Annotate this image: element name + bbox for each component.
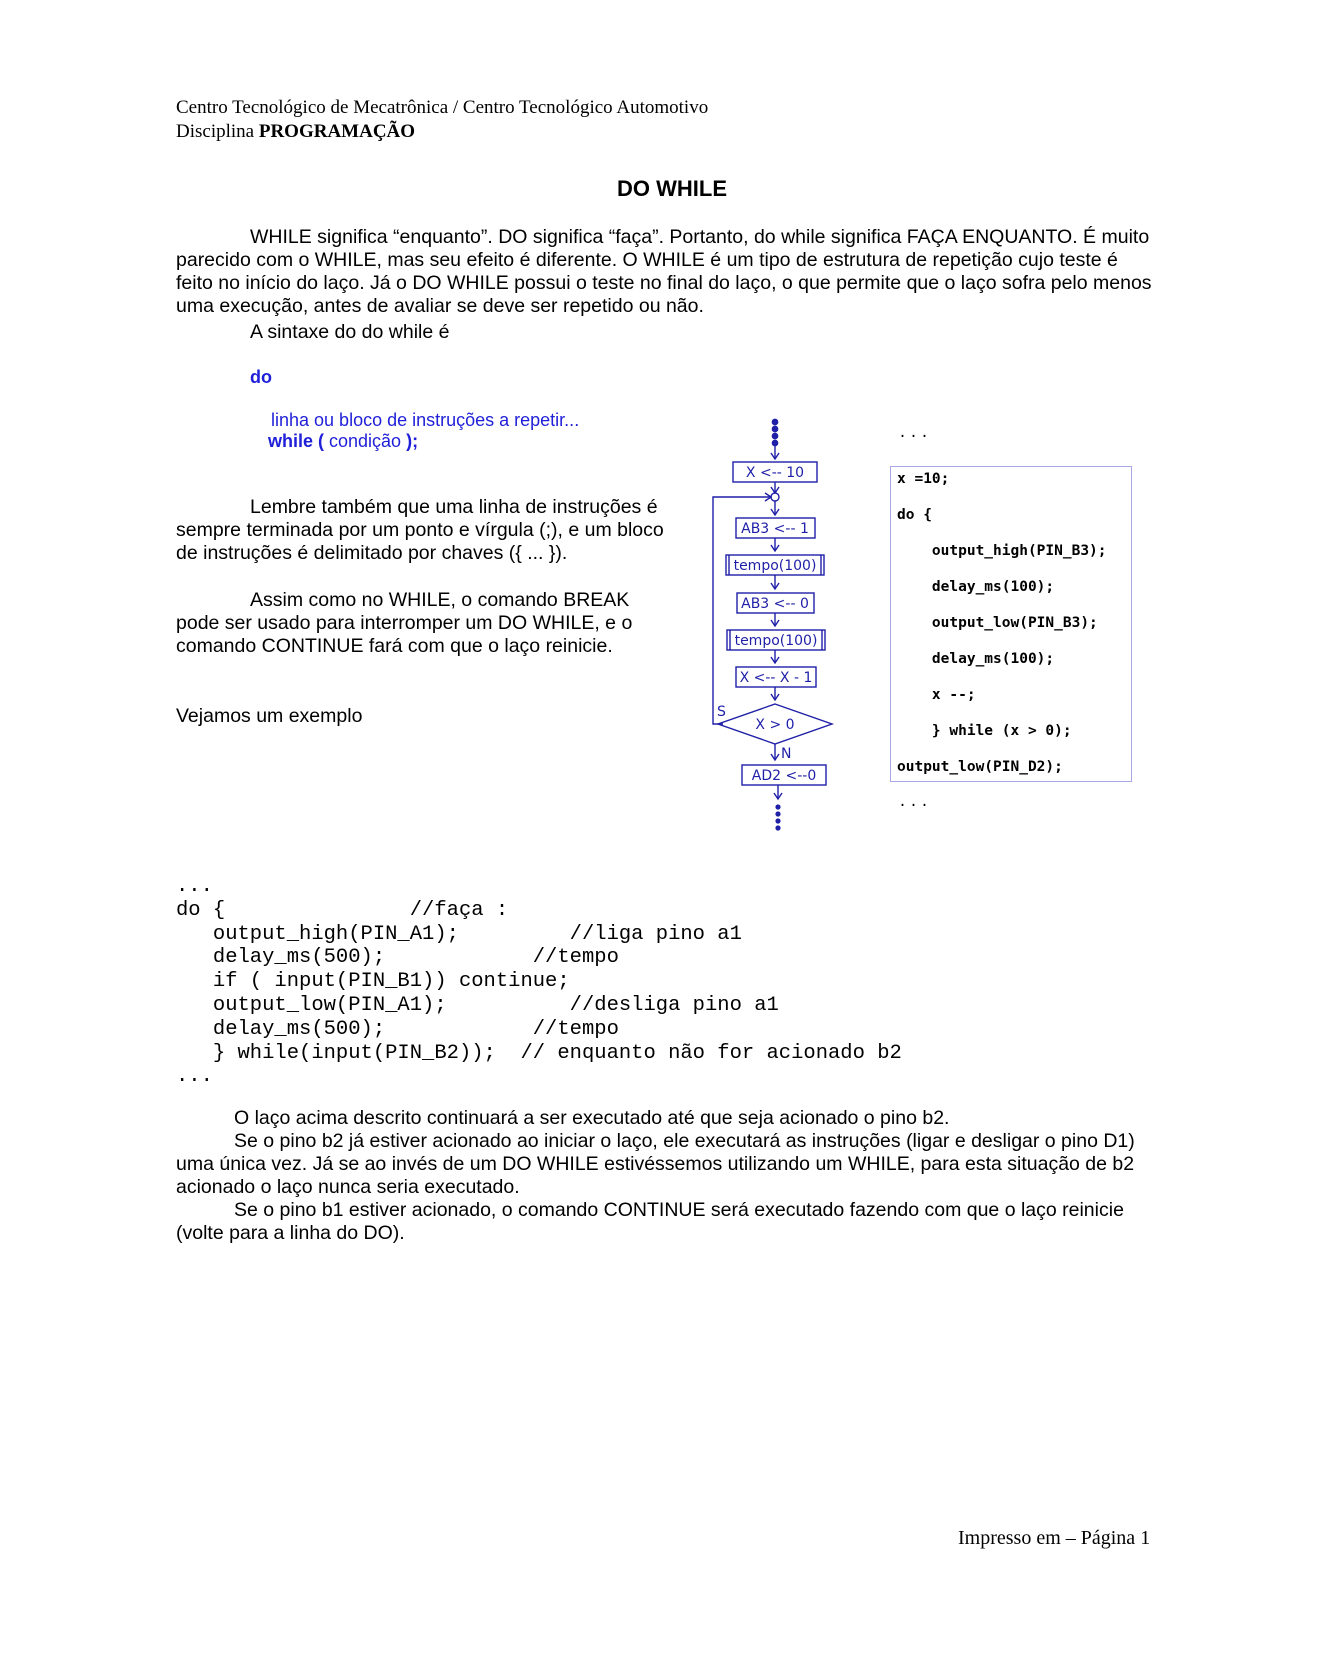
- flow-label-ab3-low: AB3 <-- 0: [741, 596, 809, 612]
- flow-label-tempo2: tempo(100): [734, 633, 818, 649]
- remember-paragraph: [176, 496, 676, 565]
- side-code-dots-top: ...: [898, 425, 932, 442]
- closing-p2: Se o pino b2 já estiver acionado ao iniciar o laço, ele executará as instruções (ligar e desligar o pino D1) uma única vez. Já se ao invés de um DO WHILE estivéssemos utilizando um WHILE, para esta situação de b2 acionado o laço nunca seria executado.: [176, 1130, 1135, 1198]
- side-code-line: delay_ms(100);: [897, 651, 1055, 667]
- header-discipline-name: PROGRAMAÇÃO: [258, 121, 416, 142]
- header-institution: Centro Tecnológico de Mecatrônica / Centro Tecnológico Automotivo: [176, 97, 709, 118]
- syntax-intro: A sintaxe do do while é: [250, 321, 450, 343]
- flow-label-tempo1: tempo(100): [733, 558, 817, 574]
- flowchart: [717, 418, 850, 848]
- flow-label-no: N: [781, 746, 792, 762]
- side-code-box: [890, 466, 1132, 782]
- side-code-line: x =10;: [897, 471, 950, 487]
- side-code-line: } while (x > 0);: [897, 723, 1072, 739]
- remember-text: Lembre também que uma linha de instruções é sempre terminada por um ponto e vírgula (;), e um bloco de instruções é delimitado por chaves ({ ... }).: [176, 496, 664, 564]
- syntax-condition: condição: [324, 431, 407, 451]
- syntax-while-line: [268, 431, 418, 452]
- side-code-line: delay_ms(100);: [897, 579, 1055, 595]
- flow-label-yes: S: [717, 704, 726, 720]
- syntax-while-keyword: while (: [268, 431, 325, 451]
- break-continue-paragraph: [176, 589, 676, 658]
- intro-text: WHILE significa “enquanto”. DO significa “faça”. Portanto, do while significa FAÇA ENQUANTO. É muito parecido com o WHILE, mas seu efeito é diferente. O WHILE é um tipo de estrutura de repetição cujo teste é feito no início do laço. Já o DO WHILE possui o teste no final do laço, o que permite que o laço sofra pelo menos uma execução, antes de avaliar se deve ser repetido ou não.: [176, 226, 1152, 317]
- intro-paragraph: [176, 226, 1156, 318]
- header-discipline: [176, 120, 708, 144]
- syntax-do-keyword: do: [250, 367, 272, 387]
- side-code-line: x --;: [897, 687, 976, 703]
- flow-label-ab3-high: AB3 <-- 1: [741, 521, 809, 537]
- flow-label-ad2: AD2 <--0: [751, 768, 817, 784]
- page-footer: Impresso em – Página 1: [958, 1527, 1151, 1549]
- side-code-dots-bottom: ...: [898, 794, 932, 811]
- syntax-close: );: [406, 431, 419, 451]
- header-discipline-prefix: Disciplina: [176, 121, 259, 142]
- flow-label-x-decrement: X <-- X - 1: [739, 670, 813, 686]
- side-code-line: output_high(PIN_B3);: [897, 543, 1107, 559]
- flowchart-top-dots: [772, 419, 777, 445]
- break-continue-text: Assim como no WHILE, o comando BREAK pode ser usado para interromper um DO WHILE, e o comando CONTINUE fará com que o laço reinicie.: [176, 589, 633, 657]
- example-intro: Vejamos um exemplo: [176, 705, 363, 727]
- side-code-line: do {: [897, 507, 932, 523]
- page-header: [176, 96, 708, 144]
- closing-p3: Se o pino b1 estiver acionado, o comando CONTINUE será executado fazendo com que o laço reinicie (volte para a linha do DO).: [176, 1199, 1124, 1244]
- flowchart-bottom-dots: [775, 804, 780, 830]
- side-code-line: output_low(PIN_B3);: [897, 615, 1098, 631]
- side-code-line: output_low(PIN_D2);: [897, 759, 1063, 775]
- closing-paragraphs: [176, 1107, 1166, 1245]
- flow-label-decision: X > 0: [755, 717, 795, 733]
- flow-label-x-init: X <-- 10: [745, 465, 805, 481]
- code-example: ... do { //faça : output_high(PIN_A1); //liga pino a1 delay_ms(500); //tempo if ( input(PIN_B1)) continue; output_low(PIN_A1); //desliga pino a1 delay_ms(500); //tempo } while(input(PIN_B2)); // enquanto não for acionado b2 ...: [176, 875, 902, 1089]
- syntax-body-line: linha ou bloco de instruções a repetir...: [271, 410, 580, 430]
- closing-p1: O laço acima descrito continuará a ser executado até que seja acionado o pino b2.: [234, 1107, 950, 1129]
- page-title: DO WHILE: [617, 176, 727, 201]
